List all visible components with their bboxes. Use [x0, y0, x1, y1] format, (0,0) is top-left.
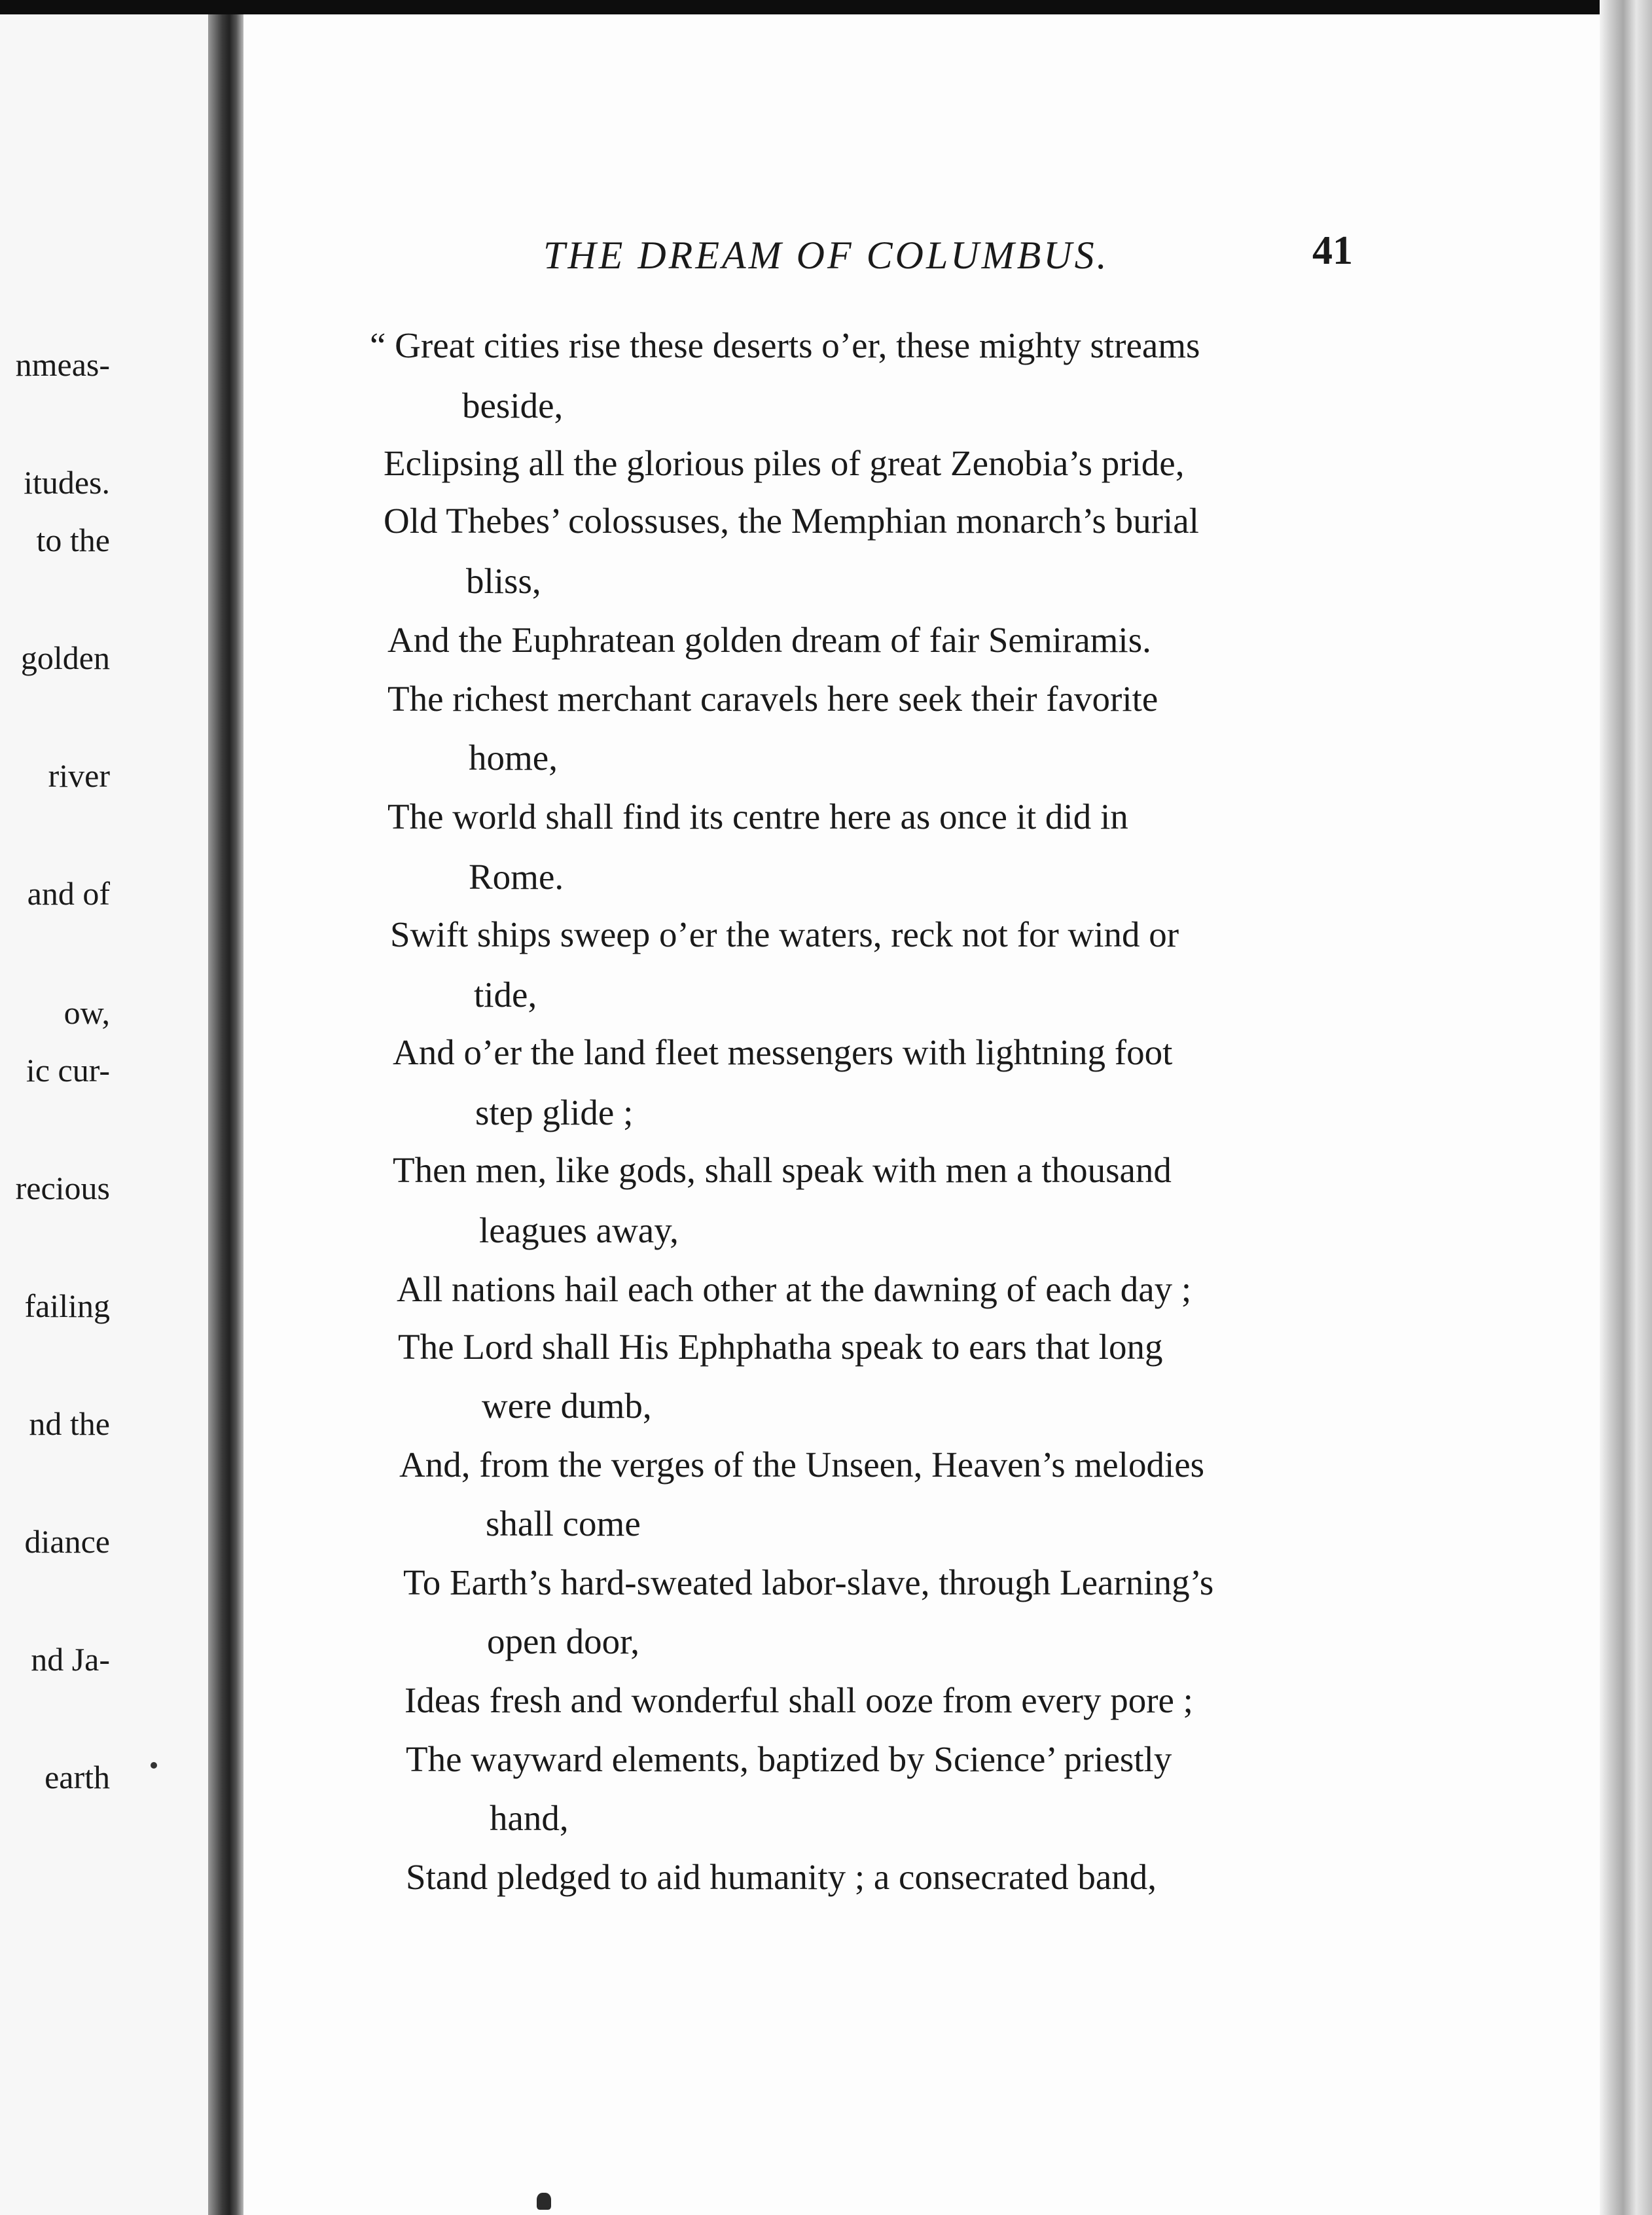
verse-line: The Lord shall His Ephphatha speak to ears that long — [398, 1327, 1163, 1367]
scan-top-edge — [0, 0, 1652, 14]
verse-line: were dumb, — [482, 1386, 652, 1426]
verse-line: Stand pledged to aid humanity ; a consecrated band, — [406, 1857, 1157, 1897]
verse-line: Rome. — [469, 857, 564, 897]
left-line-fragment: golden — [20, 639, 110, 676]
left-line-fragment: nd the — [29, 1405, 110, 1442]
left-line-fragment: nmeas- — [15, 346, 110, 383]
verse-line: Old Thebes’ colossuses, the Memphian monarch’s burial — [384, 501, 1199, 541]
verse-line: open door, — [487, 1621, 640, 1661]
verse-line: home, — [469, 738, 558, 778]
left-line-fragment: and of — [27, 875, 110, 912]
verse-line: All nations hail each other at the dawning of each day ; — [397, 1269, 1192, 1309]
verse-line: Ideas fresh and wonderful shall ooze from every pore ; — [404, 1680, 1193, 1720]
verse-line: Then men, like gods, shall speak with men a thousand — [393, 1150, 1172, 1190]
verse-line: step glide ; — [475, 1092, 634, 1132]
verse-line: leagues away, — [479, 1210, 679, 1250]
left-line-fragment: diance — [24, 1523, 110, 1560]
page-number: 41 — [1312, 228, 1353, 273]
book-gutter — [208, 14, 243, 2215]
verse-line: “ Great cities rise these deserts o’er, these mighty streams — [370, 325, 1200, 365]
verse-line: And the Euphratean golden dream of fair Semiramis. — [387, 620, 1151, 660]
verse-line: hand, — [490, 1798, 569, 1838]
left-line-fragment: ow, — [63, 994, 110, 1031]
verse-line: And, from the verges of the Unseen, Heaven’s melodies — [399, 1445, 1205, 1485]
left-line-fragment: failing — [24, 1288, 110, 1324]
verse-line: Swift ships sweep o’er the waters, reck not for wind or — [390, 914, 1179, 954]
page-stack-edge — [1600, 0, 1652, 2215]
ink-speck — [151, 1762, 157, 1769]
verse-line: To Earth’s hard-sweated labor-slave, through Learning’s — [403, 1562, 1214, 1602]
left-line-fragment: recious — [15, 1170, 110, 1206]
left-line-fragment: earth — [45, 1759, 110, 1795]
left-line-fragment: ic cur- — [26, 1052, 110, 1089]
verse-line: tide, — [474, 975, 537, 1015]
verse-line: bliss, — [466, 561, 541, 601]
verse-line: And o’er the land fleet messengers with lightning foot — [393, 1032, 1173, 1072]
left-line-fragment: river — [48, 757, 110, 794]
ink-blot — [537, 2193, 551, 2210]
verse-line: The world shall find its centre here as once it did in — [387, 797, 1128, 837]
verse-line: Eclipsing all the glorious piles of great Zenobia’s pride, — [384, 443, 1185, 483]
left-line-fragment: itudes. — [24, 464, 110, 501]
verse-line: The wayward elements, baptized by Science’ priestly — [406, 1739, 1172, 1779]
left-line-fragment: to the — [36, 522, 110, 558]
left-facing-page — [0, 14, 208, 2215]
verse-line: shall come — [486, 1504, 641, 1543]
running-head: THE DREAM OF COLUMBUS. — [543, 234, 1109, 277]
verse-line: The richest merchant caravels here seek their favorite — [387, 679, 1158, 719]
left-line-fragment: nd Ja- — [31, 1641, 110, 1678]
verse-line: beside, — [462, 386, 564, 425]
